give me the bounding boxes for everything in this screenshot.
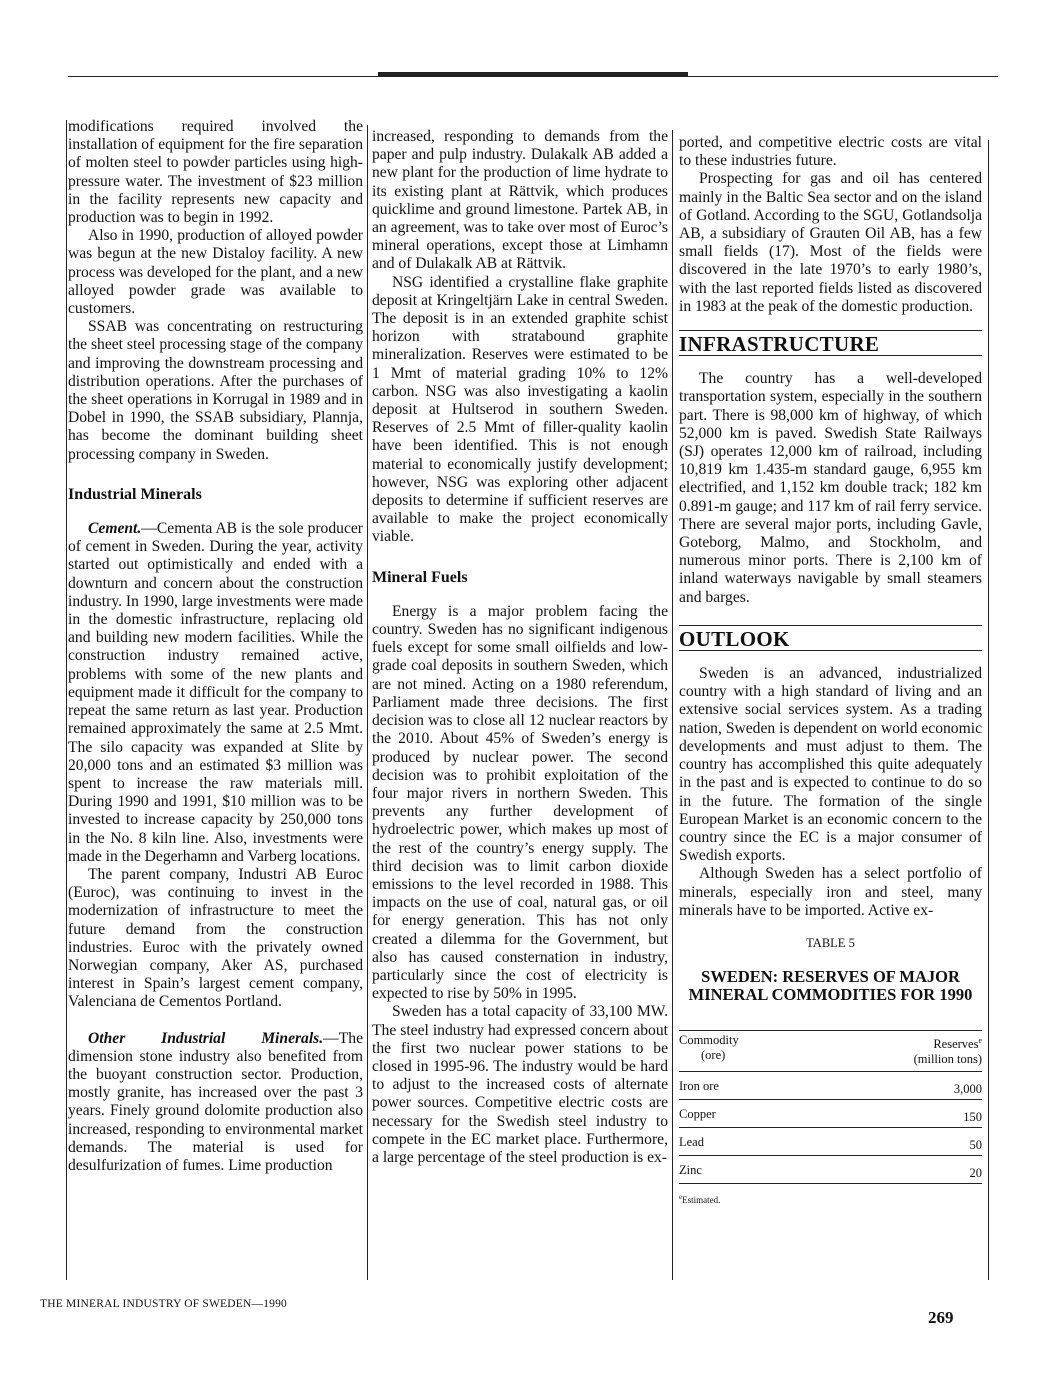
table-cell-commodity: Lead [679, 1128, 820, 1156]
table-cell-value: 3,000 [820, 1072, 982, 1100]
table-title: SWEDEN: RESERVES OF MAJOR MINERAL COMMODITIES FOR 1990 [688, 967, 973, 1005]
table-caption: TABLE 5 [806, 935, 855, 950]
paragraph: increased, responding to demands from the paper and pulp industry. Dulakalk AB added a new plant for the production of lime hydrate to its existing plant at Rättvik, which produces quicklime and ground limestone. Partek AB, in an agreement, was to take over most of Euroc’s mineral operations, except those at Limhamn and of Dulakalk AB at Rättvik. [372, 128, 668, 273]
table-row [679, 1100, 982, 1128]
paragraph-text: —Cementa AB is the sole producer of cement in Sweden. During the year, activity started out optimistically and ended with a downturn and concern about the construction industry. In 1990, large investments were made in the domestic infrastructure, replacing old and building new modern facilities. While the construction industry remained active, problems with some of the new plants and equipment made it difficult for the company to repeat the same return as last year. Production remained approximately the same at 2.5 Mmt. The silo capacity was expanded at Slite by 20,000 tons and an estimated $3 million was spent to increase the raw materials mill. During 1990 and 1991, $10 million was to be invested to increase capacity by 250,000 tons in the No. 8 kiln line. Also, investments were made in the Degerhamn and Varberg locations. [68, 520, 363, 865]
table-row [679, 1128, 982, 1156]
section-heading-mineral-fuels: Mineral Fuels [372, 568, 468, 586]
run-in-heading: Cement. [88, 520, 142, 538]
table-footnote [679, 1188, 982, 1209]
table-cell-value: 150 [820, 1100, 982, 1128]
paragraph: ported, and competitive electric costs are vital to these industries future. [679, 134, 982, 170]
table-cell-value: 20 [820, 1156, 982, 1184]
section-heading-industrial-minerals: Industrial Minerals [68, 485, 202, 503]
paragraph: SSAB was concentrating on restructuring the sheet steel processing stage of the company and improving the downstream processing and distribution operations. After the purchases of the sheet operations in Korrugal in 1989 and in Dobel in 1990, the SSAB subsidiary, Plannja, has become the dominant building sheet processing company in Sweden. [68, 318, 363, 463]
table-cell-commodity: Copper [679, 1100, 820, 1128]
header-text: (ore) [701, 1048, 726, 1063]
column-1 [68, 118, 363, 1175]
column-divider-2 [672, 130, 673, 1280]
running-footer: THE MINERAL INDUSTRY OF SWEDEN—1990 [40, 1298, 288, 1310]
paragraph-other-industrial-minerals [68, 1030, 363, 1176]
paragraph: Although Sweden has a select portfolio of minerals, especially iron and steel, many minerals have to be imported. Active ex- [679, 865, 982, 919]
column-divider-left [66, 120, 67, 1280]
header-text: (million tons) [913, 1052, 982, 1067]
paragraph: Also in 1990, production of alloyed powder was begun at the new Distaloy facility. A new process was developed for the plant, and a new alloyed powder grade was available to customers. [68, 227, 363, 318]
paragraph: The country has a well-developed transportation system, especially in the southern part. There is 98,000 km of highway, of which 52,000 km is paved. Swedish State Railways (SJ) operates 12,000 km of railroad, including 10,819 km 1.435-m standard gauge, 6,955 km electrified, and 1,152 km double track; 182 km 0.891-m gauge; and 117 km of rail ferry service. There are several major ports, including Gavle, Goteborg, Malmo, and Stockholm, and numerous minor ports. There is 2,100 km of inland waterways navigable by small steamers and barges. [679, 370, 982, 606]
table-cell-commodity: Zinc [679, 1156, 820, 1184]
run-in-heading: Other Industrial Minerals. [88, 1029, 324, 1047]
paragraph: NSG identified a crystalline flake graphite deposit at Kringeltjärn Lake in central Sweden. The deposit is in an extended graphite schist horizon with stratabound graphite mineralization. Reserves were estimated to be 1 Mmt of material grading 10% to 12% carbon. NSG was also investigating a kaolin deposit at Hultserod in southern Sweden. Reserves of 2.5 Mmt of filler-quality kaolin have been identified. This is not enough material to economically justify development; however, NSG was exploring other adjacent deposits to determine if sufficient reserves are available to make the project economically viable. [372, 273, 668, 546]
paragraph: Sweden is an advanced, industrialized country with a high standard of living and an extensive social services system. As a trading nation, Sweden is dependent on world economic developments and must adjust to them. The country has accomplished this quite adequately in the past and is expected to continue to do so in the future. The formation of the single European Market is an economic concern to the country since the EC is a major consumer of Swedish exports. [679, 665, 982, 865]
superscript: e [679, 1193, 683, 1202]
header-text: Reserves [933, 1037, 979, 1052]
superscript: e [978, 1036, 982, 1046]
top-rule [68, 76, 998, 77]
column-3 [679, 134, 982, 1209]
table-cell-commodity: Iron ore [679, 1072, 820, 1100]
footnote-text: Estimated. [682, 1195, 721, 1206]
paragraph: Sweden has a total capacity of 33,100 MW. The steel industry had expressed concern about the first two nuclear power stations to be closed in 1995-96. The industry would be hard to adjust to the increased costs of alternate power sources. Competitive electric costs are necessary for the Swedish steel industry to compete in the EC market place. Furthermore, a large percentage of the steel production is ex- [372, 1003, 668, 1166]
reserves-table [679, 1030, 982, 1184]
table-row [679, 1156, 982, 1184]
page-number: 269 [928, 1308, 954, 1327]
table-header-reserves [820, 1031, 982, 1072]
paragraph: Energy is a major problem facing the country. Sweden has no significant indigenous fuels except for some small oilfields and low-grade coal deposits in southern Sweden, which are not mined. Acting on a 1980 referendum, Parliament made three decisions. The first decision was to close all 12 nuclear reactors by the 2010. About 45% of Sweden’s energy is produced by nuclear power. The second decision was to prohibit exploitation of the four major rivers in northern Sweden. This prevents any further development of hydroelectric power, which makes up most of the rest of the country’s energy supply. The third decision was to limit carbon dioxide emissions to the level recorded in 1988. This impacts on the use of coal, natural gas, or oil for energy generation. This has not only created a dilemma for the Government, but also has caused consternation in industry, particularly since the cost of electricity is expected to rise by 50% in 1995. [372, 602, 668, 1003]
paragraph: modifications required involved the installation of equipment for the fire separation of molten steel to powder particles using high-pressure water. The investment of $23 million in the facility represents new capacity and production was to begin in 1992. [68, 118, 363, 227]
top-rule-thick [378, 72, 688, 76]
paragraph-cement [68, 520, 363, 866]
section-heading-infrastructure: INFRASTRUCTURE [679, 330, 982, 356]
paragraph: Prospecting for gas and oil has centered mainly in the Baltic Sea sector and on the island of Gotland. According to the SGU, Gotlandsolja AB, a subsidiary of Grauten Oil AB, has a few small fields (17). Most of the fields were discovered in the late 1970’s to early 1980’s, with the last reported fields listed as discovered in 1983 at the peak of the domestic production. [679, 170, 982, 315]
header-text: Commodity [679, 1033, 739, 1048]
table-header-row [679, 1031, 982, 1072]
column-divider-1 [367, 125, 368, 1280]
paragraph-text: —The dimension stone industry also benefited from the buoyant construction sector. Production, mostly granite, has increased over the past 3 years. Finely ground dolomite production also increased, responding to environmental market demands. The material is used for desulfurization of fumes. Lime production [68, 1029, 363, 1174]
table-row [679, 1072, 982, 1100]
table-header-commodity [679, 1031, 820, 1072]
paragraph: The parent company, Industri AB Euroc (Euroc), was continuing to invest in the modernization of infrastructure to meet the future demand from the construction industries. Euroc with the privately owned Norwegian company, Aker AS, purchased interest in Spain’s largest cement company, Valenciana de Cementos Portland. [68, 865, 363, 1011]
section-heading-outlook: OUTLOOK [679, 625, 982, 651]
column-2 [372, 128, 668, 1167]
column-divider-right [988, 140, 989, 1280]
table-cell-value: 50 [820, 1128, 982, 1156]
